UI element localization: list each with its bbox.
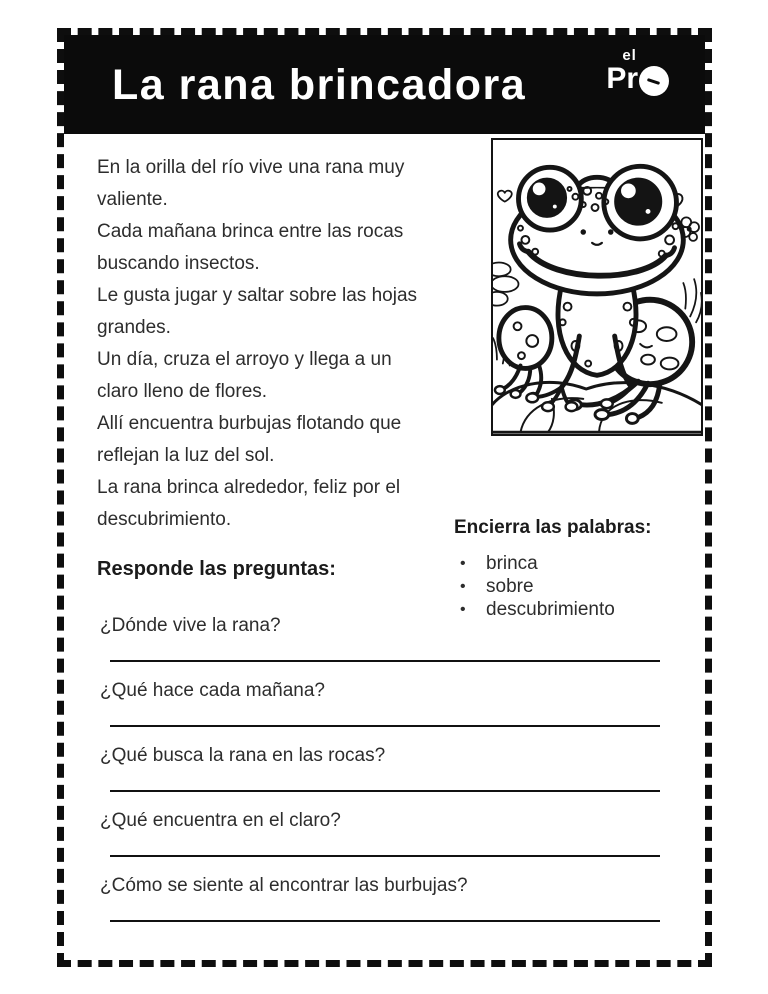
word-label: descubrimiento bbox=[486, 599, 615, 620]
passage-line: Cada mañana brinca entre las rocas bbox=[97, 221, 404, 242]
bullet-icon: • bbox=[460, 555, 466, 572]
passage-line: Le gusta jugar y saltar sobre las hojas bbox=[97, 285, 418, 306]
passage-line: reflejan la luz del sol. bbox=[97, 445, 275, 466]
passage-line: valiente. bbox=[97, 189, 168, 210]
passage-line: claro lleno de flores. bbox=[97, 381, 268, 402]
question-text: ¿Qué hace cada mañana? bbox=[100, 680, 325, 701]
worksheet-content bbox=[64, 134, 705, 960]
answer-line bbox=[110, 855, 660, 857]
header-bar bbox=[64, 35, 705, 134]
passage-line: descubrimiento. bbox=[97, 509, 232, 530]
answer-line bbox=[110, 790, 660, 792]
passage-line: Allí encuentra burbujas flotando que bbox=[97, 413, 402, 434]
passage-line: grandes. bbox=[97, 317, 171, 338]
question-block bbox=[100, 874, 662, 922]
logo-o-icon bbox=[639, 66, 669, 96]
question-block bbox=[100, 809, 662, 857]
passage-line: En la orilla del río vive una rana muy bbox=[97, 157, 405, 178]
circle-words-heading: Encierra las palabras: bbox=[454, 517, 652, 538]
passage-line: buscando insectos. bbox=[97, 253, 260, 274]
word-label: brinca bbox=[486, 553, 538, 574]
question-block bbox=[100, 744, 662, 792]
bullet-icon: • bbox=[460, 601, 466, 618]
passage-line: Un día, cruza el arroyo y llega a un bbox=[97, 349, 392, 370]
passage-line: La rana brinca alrededor, feliz por el bbox=[97, 477, 401, 498]
circle-words-list bbox=[454, 552, 652, 621]
answer-line bbox=[110, 660, 660, 662]
logo-pr-text: Pr bbox=[606, 62, 638, 95]
questions-heading: Responde las preguntas: bbox=[97, 558, 336, 580]
answer-line bbox=[110, 920, 660, 922]
bullet-icon: • bbox=[460, 578, 466, 595]
question-text: ¿Dónde vive la rana? bbox=[100, 615, 281, 636]
word-label: sobre bbox=[486, 576, 534, 597]
question-text: ¿Qué busca la rana en las rocas? bbox=[100, 745, 386, 766]
question-block bbox=[100, 679, 662, 727]
brand-logo bbox=[606, 47, 669, 96]
logo-el-text: el bbox=[622, 47, 637, 64]
question-text: ¿Qué encuentra en el claro? bbox=[100, 810, 341, 831]
answer-line bbox=[110, 725, 660, 727]
page-title: La rana brincadora bbox=[112, 61, 527, 109]
questions-section bbox=[100, 614, 662, 939]
question-block bbox=[100, 614, 662, 662]
reading-passage bbox=[97, 152, 493, 536]
list-item bbox=[454, 575, 652, 598]
list-item bbox=[454, 552, 652, 575]
frog-illustration bbox=[491, 138, 703, 436]
question-text: ¿Cómo se siente al encontrar las burbujas? bbox=[100, 875, 468, 896]
worksheet-sheet bbox=[57, 28, 712, 967]
circle-words-section bbox=[454, 516, 652, 621]
